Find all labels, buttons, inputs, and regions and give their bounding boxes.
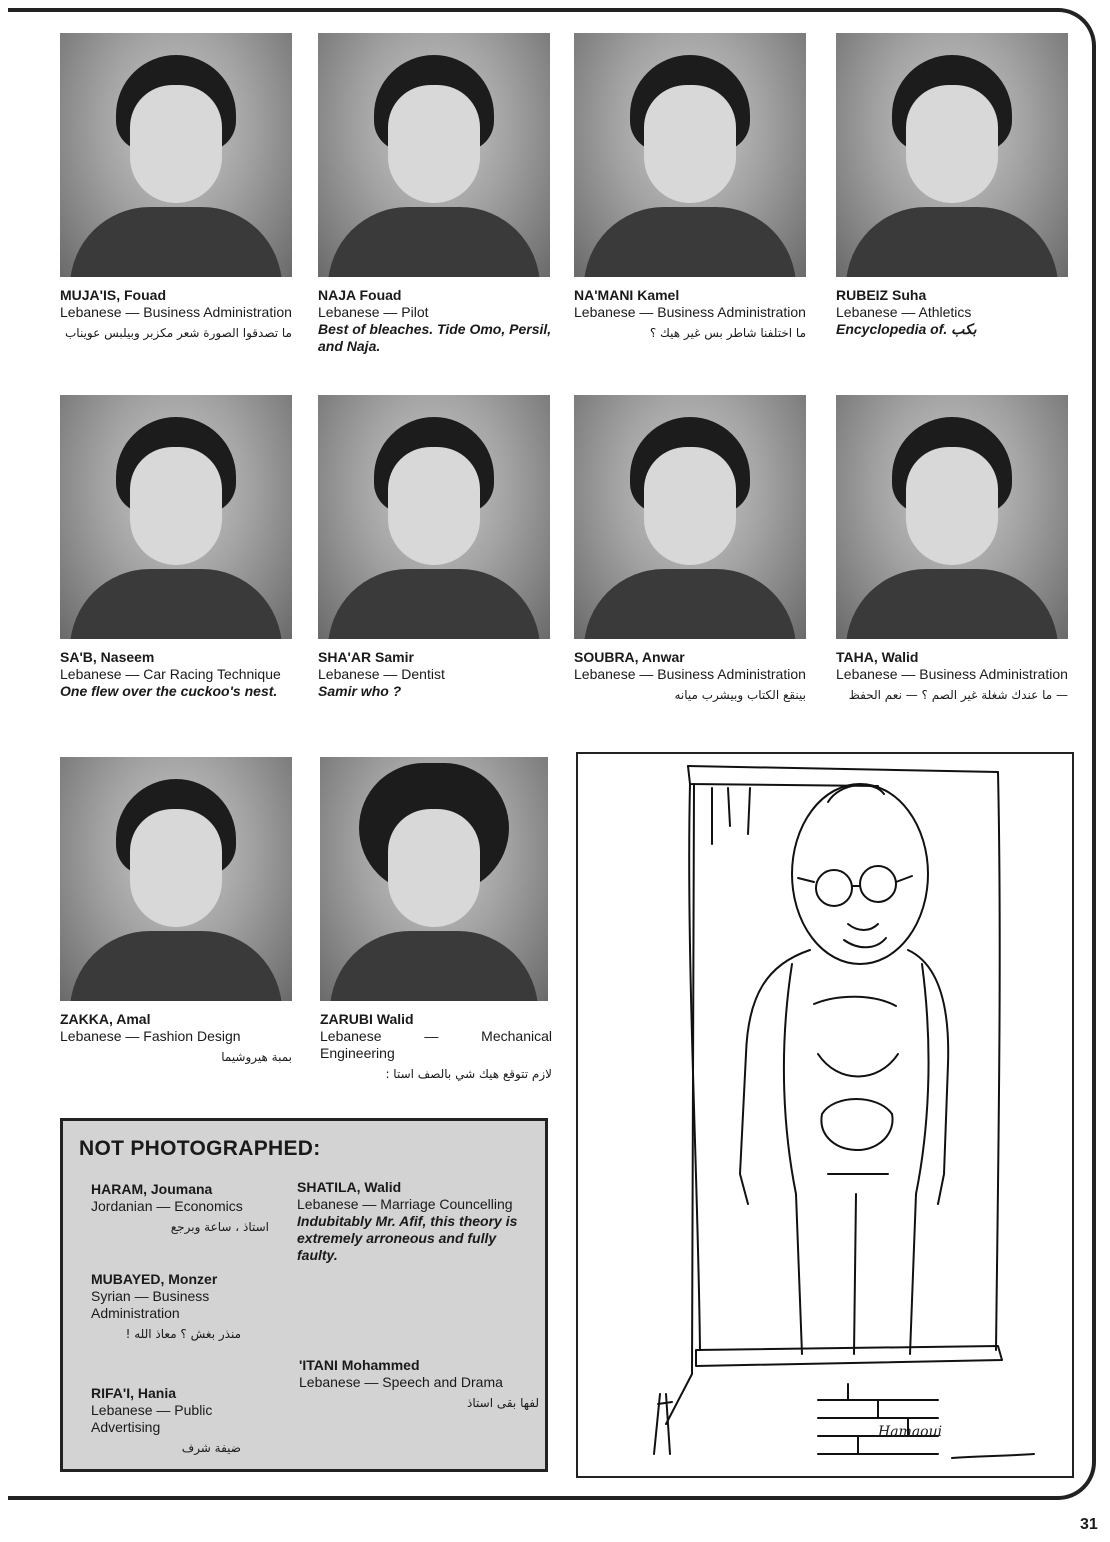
student-card: [836, 395, 1068, 704]
student-comment-arabic: لازم تتوقع هيك شي بالصف استا :: [385, 1067, 552, 1081]
student-photo: [836, 33, 1068, 277]
not-photographed-box: [60, 1118, 548, 1472]
student-name: SHA'AR Samir: [318, 649, 414, 665]
student-photo: [318, 33, 550, 277]
student-name: TAHA, Walid: [836, 649, 919, 665]
student-photo: [318, 395, 550, 639]
student-name: NA'MANI Kamel: [574, 287, 680, 303]
entry-quote: Indubitably Mr. Afif, this theory is extremely arroneous and fully faulty.: [297, 1213, 518, 1263]
page-number: 31: [1080, 1516, 1098, 1533]
entry-major: Jordanian — Economics: [91, 1198, 243, 1214]
entry-comment-arabic: ضيفة شرف: [181, 1441, 241, 1455]
not-photographed-entry: [91, 1385, 241, 1457]
cartoon-illustration: [576, 752, 1074, 1478]
student-photo: [60, 757, 292, 1001]
not-photographed-title: NOT PHOTOGRAPHED:: [79, 1137, 321, 1160]
student-photo: [60, 395, 292, 639]
student-card: [318, 33, 550, 355]
entry-name: SHATILA, Walid: [297, 1179, 402, 1195]
not-photographed-entry: [297, 1179, 539, 1264]
student-card: [60, 395, 292, 700]
student-quote: Best of bleaches. Tide Omo, Persil, and Naja.: [318, 321, 552, 354]
student-major: Lebanese — Pilot: [318, 304, 429, 320]
student-name: SA'B, Naseem: [60, 649, 155, 665]
entry-major: Lebanese — Speech and Drama: [299, 1374, 503, 1390]
student-quote: Encyclopedia of. بكب: [836, 321, 977, 337]
entry-comment-arabic: لفها بقى استاذ: [467, 1396, 539, 1410]
student-major: Lebanese — Business Administration: [60, 304, 292, 320]
entry-comment-arabic: منذر بغش ؟ معاذ الله !: [125, 1327, 241, 1341]
student-photo: [60, 33, 292, 277]
student-comment-arabic: بينقع الكتاب وبيشرب ميانه: [674, 688, 806, 702]
student-comment-arabic: بمبة هيروشيما: [221, 1050, 292, 1064]
student-major: Lebanese — Dentist: [318, 666, 445, 682]
student-major: Lebanese — Business Administration: [574, 304, 806, 320]
not-photographed-entry: [299, 1357, 539, 1412]
entry-name: HARAM, Joumana: [91, 1181, 213, 1197]
student-name: ZAKKA, Amal: [60, 1011, 151, 1027]
student-name: NAJA Fouad: [318, 287, 402, 303]
entry-comment-arabic: استاذ ، ساعة وبرجع: [170, 1220, 269, 1234]
student-comment-arabic: — ما عندك شغلة غير الصم ؟ — نعم الحفظ: [848, 688, 1068, 702]
student-card: [60, 757, 292, 1066]
student-card: [574, 33, 806, 342]
student-photo: [836, 395, 1068, 639]
not-photographed-entry: [91, 1271, 241, 1343]
student-card: [836, 33, 1068, 338]
student-major: Lebanese — Fashion Design: [60, 1028, 241, 1044]
student-card: [320, 757, 552, 1083]
cartoon-signature: Hamaoui: [878, 1424, 943, 1440]
caricature-drawing: [578, 754, 1072, 1476]
student-quote: Samir who ?: [318, 683, 402, 699]
entry-name: RIFA'I, Hania: [91, 1385, 177, 1401]
entry-major: Lebanese — Marriage Councelling: [297, 1196, 513, 1212]
student-comment-arabic: ما تصدقوا الصورة شعر مكزبر وبيلبس عويناب: [65, 326, 292, 340]
student-name: RUBEIZ Suha: [836, 287, 927, 303]
student-card: [318, 395, 550, 700]
student-card: [60, 33, 292, 342]
student-major: Lebanese — Athletics: [836, 304, 972, 320]
student-quote: One flew over the cuckoo's nest.: [60, 683, 278, 699]
student-major: Lebanese — Car Racing Technique: [60, 666, 281, 682]
student-name: MUJA'IS, Fouad: [60, 287, 166, 303]
student-name: ZARUBI Walid: [320, 1011, 414, 1027]
student-photo: [574, 395, 806, 639]
entry-major: Lebanese — Public Advertising: [91, 1402, 213, 1435]
entry-major: Syrian — Business Administration: [91, 1288, 210, 1321]
student-photo: [574, 33, 806, 277]
entry-name: MUBAYED, Monzer: [91, 1271, 218, 1287]
student-comment-arabic: ما اختلفنا شاطر بس غير هيك ؟: [649, 326, 806, 340]
student-major: Lebanese — Business Administration: [574, 666, 806, 682]
student-card: [574, 395, 806, 704]
student-photo: [320, 757, 548, 1001]
student-name: SOUBRA, Anwar: [574, 649, 685, 665]
entry-name: 'ITANI Mohammed: [299, 1357, 420, 1373]
not-photographed-entry: [91, 1181, 269, 1236]
student-major: Lebanese — Business Administration: [836, 666, 1068, 682]
student-major: Lebanese — Mechanical Engineering: [320, 1028, 552, 1061]
